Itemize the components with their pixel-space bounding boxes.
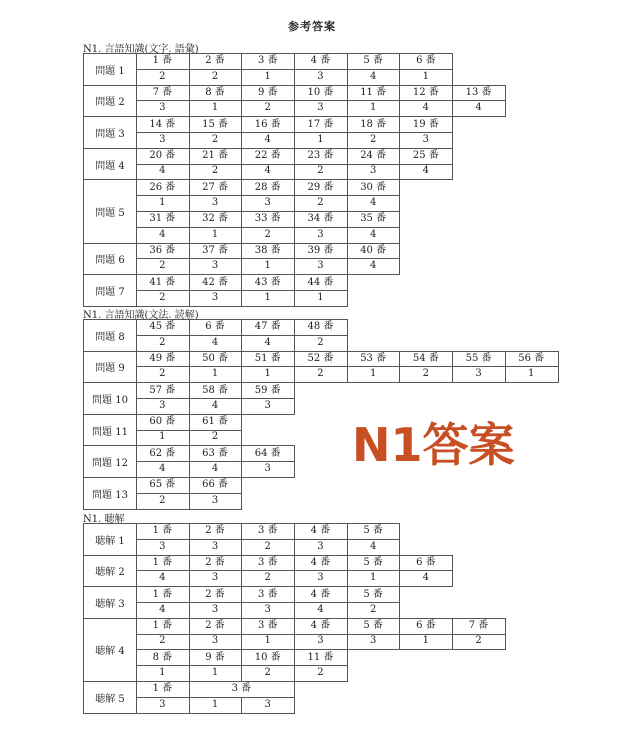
answer-cell: 2 [241,539,295,556]
answer-cell: 4 [347,195,401,212]
answer-cell: 2 [136,335,190,352]
question-number-cell: 55 番 [452,351,506,368]
answer-cell: 4 [347,227,401,244]
question-number-cell: 8 番 [136,649,190,666]
answer-cell: 2 [189,132,243,149]
answer-cell: 2 [294,335,348,352]
answer-cell: 1 [347,100,401,117]
question-number-cell: 36 番 [136,243,190,260]
answer-cell: 1 [347,570,401,587]
answer-cell: 4 [400,100,454,117]
answer-cell: 3 [136,398,190,415]
answer-cell: 1 [189,100,243,117]
question-group-label: 聴解 5 [83,681,137,714]
answer-cell: 4 [294,602,348,619]
answer-cell: 4 [136,602,190,619]
question-number-cell: 18 番 [347,116,401,133]
question-number-cell: 3 番 [241,618,295,635]
question-number-cell: 24 番 [347,148,401,165]
question-number-cell: 5 番 [347,586,401,603]
question-number-cell: 14 番 [136,116,190,133]
question-number-cell: 29 番 [294,179,348,196]
question-number-cell: 22 番 [241,148,295,165]
question-number-cell: 31 番 [136,211,190,228]
answer-cell: 3 [347,634,401,651]
question-number-cell: 32 番 [189,211,243,228]
answer-cell: 2 [136,69,190,86]
answer-cell: 4 [189,398,243,415]
question-number-cell: 1 番 [136,53,190,70]
question-number-cell: 16 番 [241,116,295,133]
question-number-cell: 7 番 [136,85,190,102]
question-group-label: 聴解 2 [83,555,137,588]
answer-cell: 2 [189,69,243,86]
question-number-cell: 38 番 [241,243,295,260]
question-group-label: 問題 12 [83,445,137,478]
question-number-cell: 12 番 [400,85,454,102]
answer-cell: 3 [294,570,348,587]
question-number-cell: 4 番 [294,586,348,603]
answer-cell: 3 [294,227,348,244]
answer-cell: 2 [347,602,401,619]
answer-cell: 3 [294,69,348,86]
question-number-cell: 66 番 [189,477,243,494]
question-number-cell: 19 番 [400,116,454,133]
question-number-cell: 1 番 [136,681,190,698]
question-number-cell: 65 番 [136,477,190,494]
question-number-cell: 4 番 [294,523,348,540]
question-number-cell: 11 番 [294,649,348,666]
answer-cell: 1 [294,132,348,149]
question-group-label: 聴解 1 [83,523,137,556]
question-number-cell: 3 番 [241,586,295,603]
answer-cell: 3 [241,602,295,619]
question-number-cell: 8 番 [189,85,243,102]
question-number-cell: 13 番 [452,85,506,102]
answer-cell: 3 [347,164,401,181]
answer-cell: 4 [400,164,454,181]
question-number-cell: 40 番 [347,243,401,260]
answer-cell: 3 [294,100,348,117]
answer-cell: 4 [136,164,190,181]
question-group-label: 問題 11 [83,414,137,447]
question-number-cell: 52 番 [294,351,348,368]
question-number-cell: 2 番 [189,586,243,603]
question-number-cell: 1 番 [136,555,190,572]
answer-cell: 4 [347,258,401,275]
answer-cell: 3 [241,195,295,212]
question-number-cell: 15 番 [189,116,243,133]
answer-cell: 2 [189,164,243,181]
answer-cell: 1 [241,290,295,307]
answer-cell: 3 [189,602,243,619]
answer-cell: 1 [505,366,559,383]
answer-cell: 2 [294,195,348,212]
answer-cell: 1 [136,665,190,682]
answer-cell: 2 [136,290,190,307]
answer-cell: 2 [241,665,295,682]
question-number-cell: 34 番 [294,211,348,228]
question-number-cell: 2 番 [189,523,243,540]
answer-cell: 1 [241,258,295,275]
answer-cell: 4 [241,335,295,352]
answer-cell: 2 [189,430,243,447]
question-number-cell: 17 番 [294,116,348,133]
answer-cell: 4 [189,335,243,352]
question-number-cell: 6 番 [400,53,454,70]
question-group-label: 問題 9 [83,351,137,384]
question-number-cell: 25 番 [400,148,454,165]
answer-cell: 1 [241,69,295,86]
question-number-cell: 10 番 [241,649,295,666]
section-label: N1. 言語知識(文字. 語彙) [83,44,199,55]
question-number-cell: 3 番 [241,555,295,572]
answer-cell: 1 [241,634,295,651]
question-number-cell: 4 番 [294,555,348,572]
answer-cell: 4 [400,570,454,587]
answer-cell: 2 [241,100,295,117]
question-number-cell: 3 番 [189,681,295,698]
answer-cell: 4 [189,461,243,478]
question-number-cell: 41 番 [136,274,190,291]
question-number-cell: 27 番 [189,179,243,196]
answer-cell: 1 [136,195,190,212]
answer-cell: 3 [136,539,190,556]
question-group-label: 聴解 3 [83,586,137,619]
question-group-label: 問題 2 [83,85,137,118]
answer-cell: 3 [241,461,295,478]
question-number-cell: 56 番 [505,351,559,368]
question-number-cell: 1 番 [136,523,190,540]
question-number-cell: 6 番 [189,319,243,336]
answer-cell: 4 [241,164,295,181]
answer-cell: 2 [136,634,190,651]
answer-cell: 3 [241,398,295,415]
question-number-cell: 10 番 [294,85,348,102]
answer-cell: 3 [189,493,243,510]
answer-cell: 4 [136,227,190,244]
question-group-label: 聴解 4 [83,618,137,682]
question-number-cell: 1 番 [136,618,190,635]
question-number-cell: 30 番 [347,179,401,196]
question-number-cell: 51 番 [241,351,295,368]
question-number-cell: 54 番 [400,351,454,368]
question-number-cell: 26 番 [136,179,190,196]
answer-cell: 2 [136,493,190,510]
answer-cell: 2 [136,366,190,383]
question-group-label: 問題 1 [83,53,137,86]
question-number-cell: 62 番 [136,445,190,462]
answer-cell: 3 [294,539,348,556]
answer-cell: 3 [189,570,243,587]
answer-cell: 3 [189,634,243,651]
answer-cell: 3 [136,100,190,117]
answer-cell: 3 [189,195,243,212]
answer-cell: 3 [189,290,243,307]
question-group-label: 問題 3 [83,116,137,149]
answer-cell: 4 [136,570,190,587]
question-number-cell: 20 番 [136,148,190,165]
question-number-cell: 45 番 [136,319,190,336]
answer-cell: 3 [189,258,243,275]
answer-cell: 4 [452,100,506,117]
question-number-cell: 1 番 [136,586,190,603]
question-group-label: 問題 5 [83,179,137,243]
answer-cell: 4 [136,461,190,478]
answer-cell: 2 [294,665,348,682]
question-group-label: 問題 13 [83,477,137,510]
question-number-cell: 63 番 [189,445,243,462]
answer-cell: 1 [189,697,243,714]
answer-cell: 1 [189,227,243,244]
question-number-cell: 53 番 [347,351,401,368]
answer-cell: 2 [400,366,454,383]
question-number-cell: 59 番 [241,382,295,399]
answer-cell: 3 [294,258,348,275]
question-number-cell: 6 番 [400,555,454,572]
answer-cell: 4 [241,132,295,149]
answer-cell: 2 [241,227,295,244]
answer-cell: 1 [347,366,401,383]
answer-cell: 2 [136,258,190,275]
section-label: N1. 言語知識(文法. 読解) [83,310,199,321]
question-number-cell: 33 番 [241,211,295,228]
question-group-label: 問題 8 [83,319,137,352]
question-number-cell: 2 番 [189,53,243,70]
question-number-cell: 4 番 [294,53,348,70]
question-number-cell: 60 番 [136,414,190,431]
question-number-cell: 48 番 [294,319,348,336]
question-number-cell: 49 番 [136,351,190,368]
question-number-cell: 3 番 [241,523,295,540]
page-title: 参考答案 [288,20,336,33]
question-group-label: 問題 4 [83,148,137,181]
question-number-cell: 58 番 [189,382,243,399]
question-number-cell: 47 番 [241,319,295,336]
answer-cell: 1 [241,366,295,383]
answer-cell: 2 [452,634,506,651]
section-label: N1. 聴解 [83,514,125,525]
question-group-label: 問題 10 [83,382,137,415]
question-number-cell: 5 番 [347,523,401,540]
answer-cell: 2 [294,366,348,383]
question-number-cell: 37 番 [189,243,243,260]
answer-cell: 1 [294,290,348,307]
question-number-cell: 28 番 [241,179,295,196]
question-number-cell: 9 番 [241,85,295,102]
question-number-cell: 42 番 [189,274,243,291]
question-number-cell: 5 番 [347,555,401,572]
answer-cell: 1 [400,69,454,86]
question-number-cell: 7 番 [452,618,506,635]
answer-cell: 4 [347,539,401,556]
answer-cell: 3 [294,634,348,651]
question-number-cell: 21 番 [189,148,243,165]
answer-cell: 1 [189,366,243,383]
answer-cell: 3 [241,697,295,714]
answer-cell: 3 [400,132,454,149]
question-number-cell: 3 番 [241,53,295,70]
question-number-cell: 5 番 [347,618,401,635]
answer-cell: 3 [136,697,190,714]
question-number-cell: 9 番 [189,649,243,666]
question-number-cell: 39 番 [294,243,348,260]
question-number-cell: 50 番 [189,351,243,368]
question-group-label: 問題 6 [83,243,137,276]
answer-cell: 3 [189,539,243,556]
answer-cell: 3 [452,366,506,383]
answer-cell: 1 [189,665,243,682]
question-number-cell: 11 番 [347,85,401,102]
question-number-cell: 35 番 [347,211,401,228]
watermark-text: N1答案 [352,418,515,472]
answer-cell: 3 [136,132,190,149]
answer-cell: 1 [136,430,190,447]
question-number-cell: 57 番 [136,382,190,399]
question-number-cell: 2 番 [189,555,243,572]
question-number-cell: 2 番 [189,618,243,635]
answer-cell: 4 [347,69,401,86]
answer-cell: 2 [294,164,348,181]
question-number-cell: 5 番 [347,53,401,70]
question-group-label: 問題 7 [83,274,137,307]
answer-cell: 2 [347,132,401,149]
question-number-cell: 4 番 [294,618,348,635]
answer-cell: 1 [400,634,454,651]
answer-cell: 2 [241,570,295,587]
question-number-cell: 44 番 [294,274,348,291]
question-number-cell: 23 番 [294,148,348,165]
question-number-cell: 43 番 [241,274,295,291]
question-number-cell: 6 番 [400,618,454,635]
question-number-cell: 64 番 [241,445,295,462]
question-number-cell: 61 番 [189,414,243,431]
